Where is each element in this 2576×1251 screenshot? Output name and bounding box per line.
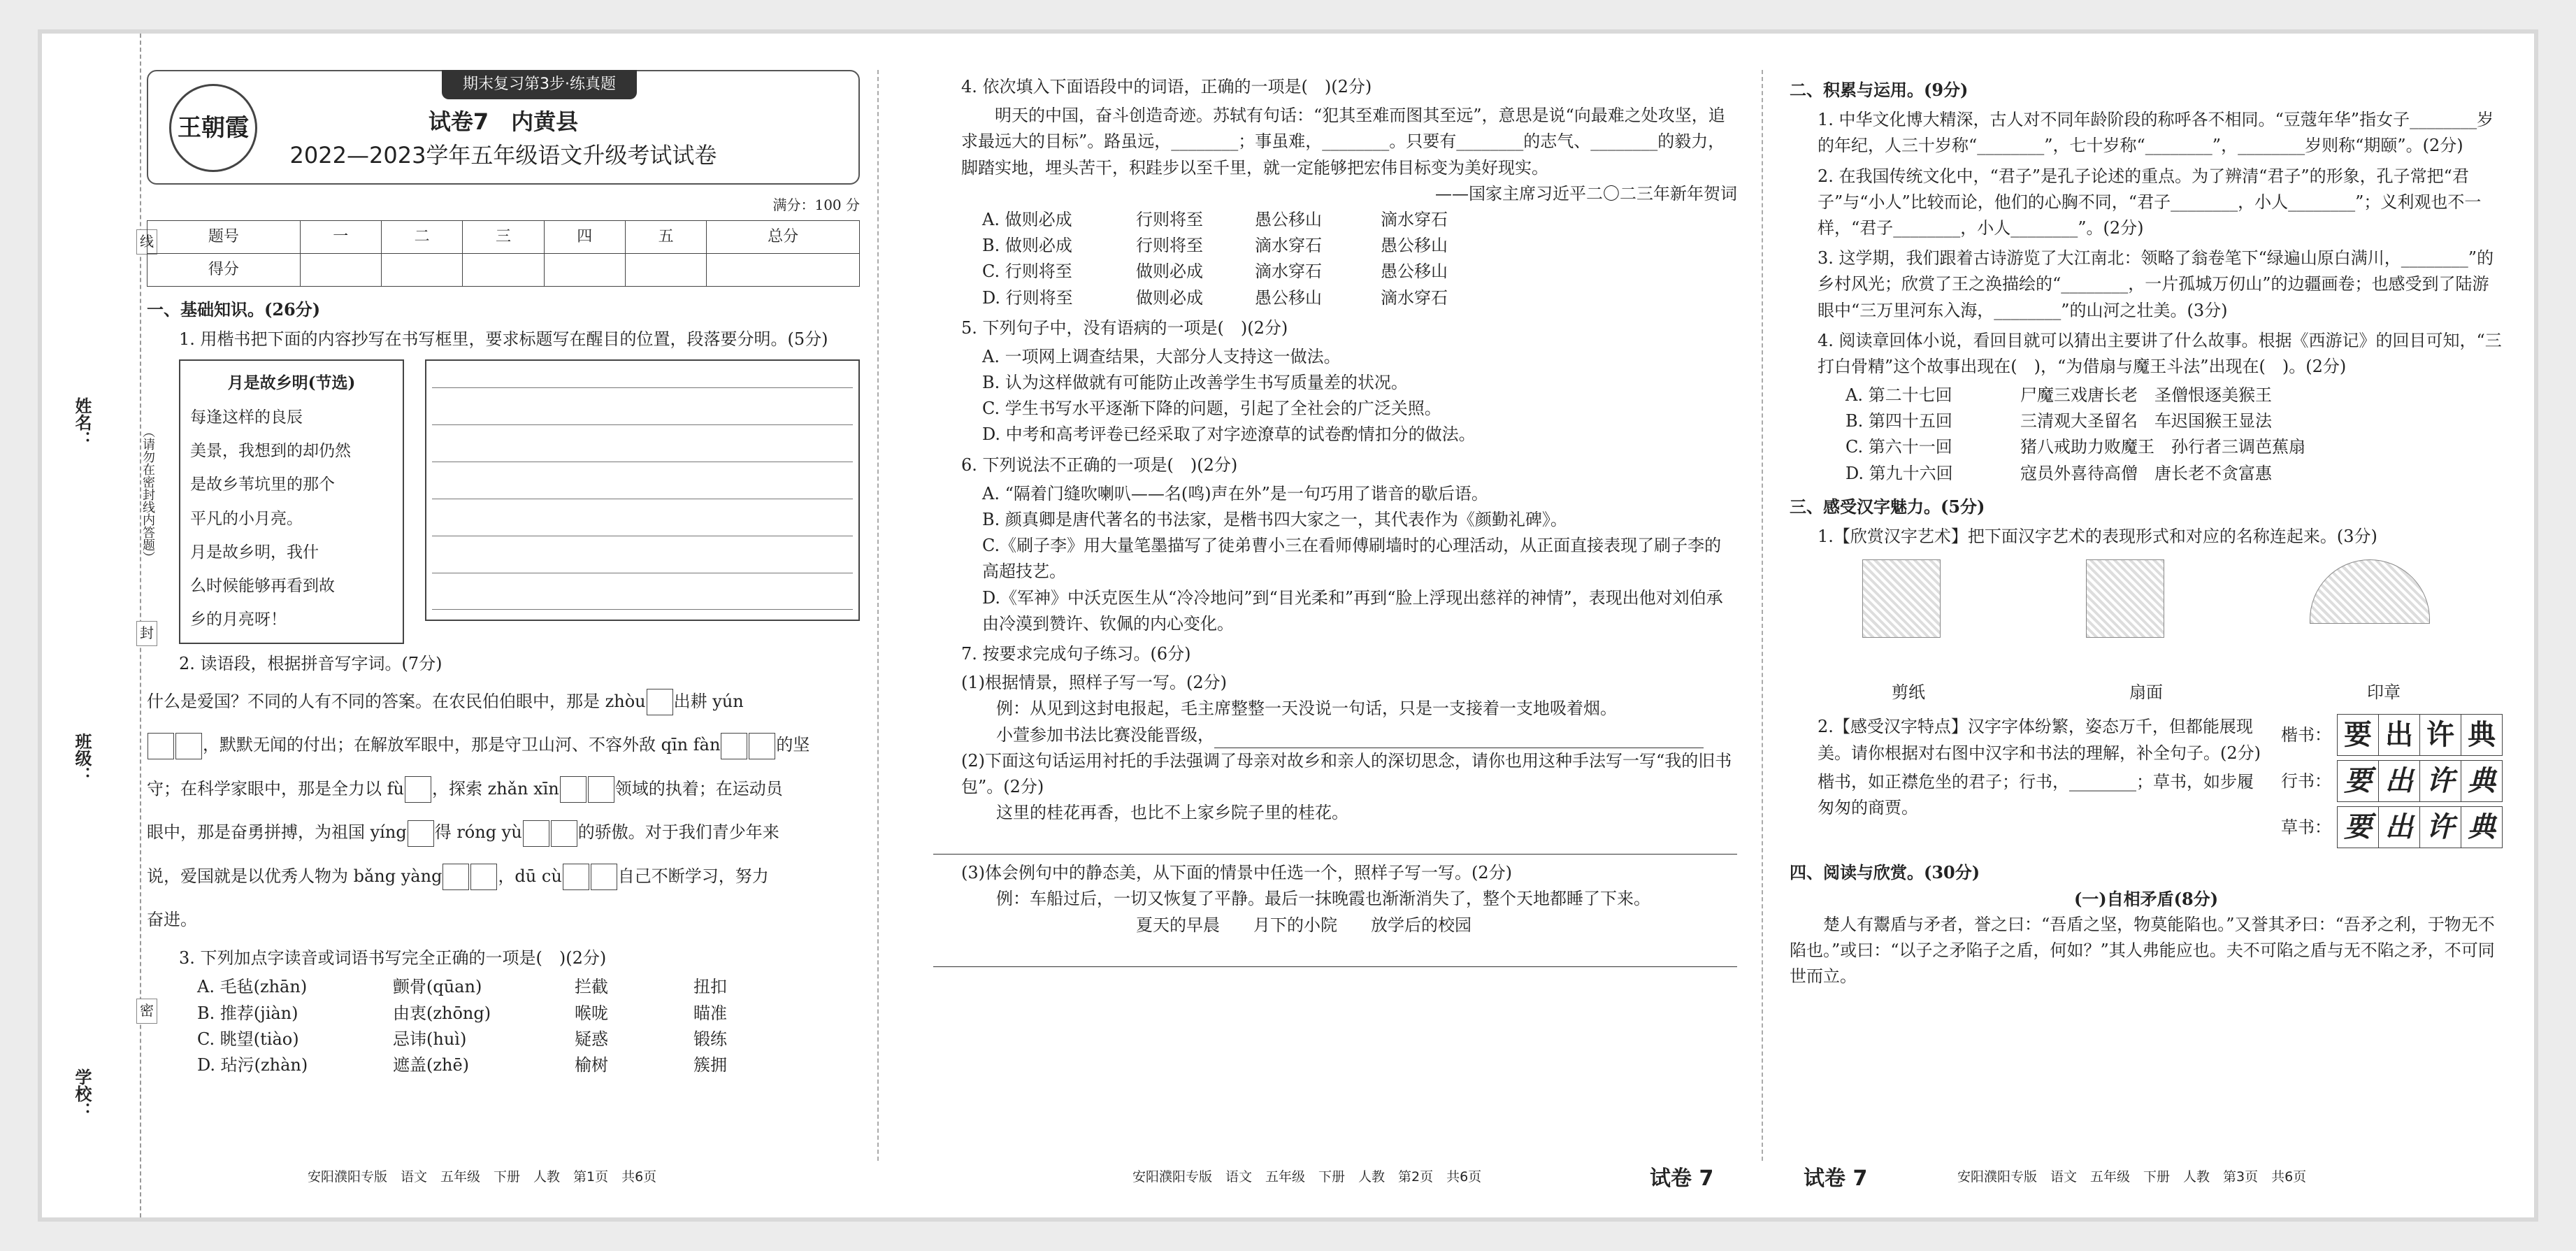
full-score: 满分：100 分 [772,196,860,213]
poem-title: 月是故乡明(节选) [227,373,356,393]
calligraphy-row: 楷书： 要 出 许 典 [2281,714,2503,756]
s3-q2-sentence: 楷书，如正襟危坐的君子；行书，________；草书，如步履匆匆的商贾。 [1818,771,2254,817]
art-name[interactable]: 扇面 [2129,682,2163,703]
option-row[interactable]: A. 第二十七回 尸魔三戏唐长老 圣僧恨逐美猴王 [1845,385,2272,406]
score-head-cell: 五 [625,221,706,254]
score-row-label: 得分 [147,254,301,287]
option-row[interactable]: A. 做则必成 行则将至 愚公移山 滴水穿石 [982,209,1448,229]
q4-passage: 明天的中国，奋斗创造奇迹。苏轼有句话：“犯其至难而图其至远”，意思是说“向最难之处攻坚，追求最远大的目标”。路虽远，________；事虽难，________。只要有________的志气、________的毅力，脚踏实地，埋头苦干，积跬步以至千里，就一定能够把宏伟目标变为美好现实。 [961,106,1725,178]
page-divider [1762,70,1763,1161]
calligraphy-row: 草书： 要 出 许 典 [2281,806,2503,848]
answer-box[interactable] [647,689,673,715]
score-cell[interactable] [707,254,860,287]
answer-box[interactable] [408,820,434,847]
score-head-cell: 题号 [147,221,301,254]
page-divider [877,70,879,1161]
section-heading: 三、感受汉字魅力。(5分) [1790,496,1985,517]
option-row[interactable]: D. 第九十六回 寇员外喜待高僧 唐长老不贪富惠 [1845,463,2272,483]
section-heading: 四、阅读与欣赏。(30分) [1790,862,1980,883]
q7-scenes: 夏天的早晨 月下的小院 放学后的校园 [1136,915,1472,935]
calligraphy-samples [2281,710,2503,852]
seal-line-mark: 封 [136,621,157,646]
seal-note: （请勿在密封线内答题） [141,425,155,564]
section-heading: 二、积累与运用。(9分) [1790,80,1969,100]
option-row[interactable]: B. 做则必成 行则将至 滴水穿石 愚公移山 [982,236,1448,256]
option-row[interactable]: A. “隔着门缝吹喇叭——名(鸣)声在外”是一句巧用了谐音的歇后语。 [982,483,1488,503]
answer-box[interactable] [442,864,469,890]
poem-line: 么时候能够再看到故 [190,577,335,596]
paper-number: 试卷 7 [1804,1166,1868,1191]
s2-question-3: 3. 这学期，我们跟着古诗游览了大江南北：领略了翁卷笔下“绿遍山原白满川，________”的乡村风光；欣赏了王之涣描绘的“________，一片孤城万仞山”的边疆画卷；也感受到了陆游眼中“三万里河东入海，________”的山河之壮美。(3分) [1818,248,2494,320]
option-row[interactable]: D. 行则将至 做则必成 愚公移山 滴水穿石 [982,287,1448,308]
answer-box[interactable] [588,776,614,803]
option-row[interactable]: D. 中考和高考评卷已经采取了对字迹潦草的试卷酌情扣分的做法。 [982,424,1476,445]
score-head-cell: 三 [463,221,544,254]
option-row[interactable]: D.《军神》中沃克医生从“冷冷地问”到“目光柔和”再到“脸上浮现出慈祥的神情”，表现出他对刘伯承由冷漠到赞许、钦佩的内心变化。 [982,587,1723,634]
art-name[interactable]: 剪纸 [1892,682,1925,703]
section-heading: 一、基础知识。(26分) [147,299,321,320]
page-footer: 安阳濮阳专版 语文 五年级 下册 人教 第3页 共6页 [1957,1169,2307,1185]
art-names [1790,680,2503,706]
option-row[interactable]: B. 推荐(jiàn) 由衷(zhōng) 喉咙 瞄准 [197,1003,727,1023]
answer-box[interactable] [551,820,577,847]
answer-box[interactable] [591,864,617,890]
exam-header [147,70,860,185]
option-row[interactable]: A. 毛毡(zhān) 颤骨(qūan) 拦截 扭扣 [197,977,727,997]
question-5: 5. 下列句子中，没有语病的一项是( )(2分) [961,317,1288,338]
exam-subtitle: 2022—2023学年五年级语文升级考试试卷 [289,142,717,169]
score-head-cell: 总分 [707,221,860,254]
answer-box[interactable] [721,733,747,759]
poem-line: 是故乡苇坑里的那个 [190,476,335,494]
header-banner: 期末复习第3步·练真题 [442,70,637,99]
option-row[interactable]: C. 眺望(tiào) 忌讳(huì) 疑惑 锻练 [197,1029,727,1049]
s3-question-1: 1.【欣赏汉字艺术】把下面汉字艺术的表现形式和对应的名称连起来。(3分) [1818,527,2377,546]
q7-task: 小萱参加书法比赛没能晋级， [996,722,1737,748]
answer-box[interactable] [470,864,497,890]
score-cell[interactable] [544,254,625,287]
score-cell[interactable] [300,254,381,287]
question-2: 2. 读语段，根据拼音写字词。(7分) [179,653,442,673]
seal-line-mark: 密 [136,999,157,1024]
score-cell[interactable] [625,254,706,287]
page-1 [147,70,860,1078]
answer-box[interactable] [523,820,549,847]
score-head-cell: 二 [381,221,462,254]
reading-passage: 楚人有鬻盾与矛者，誉之曰：“吾盾之坚，物莫能陷也。”又誉其矛曰：“吾矛之利，于物无不陷也。”或曰：“以子之矛陷子之盾，何如？”其人弗能应也。夫不可陷之盾与无不陷之矛，不可同世而立。 [1790,914,2495,987]
seal-art-image[interactable] [1862,559,1941,638]
score-cell[interactable] [381,254,462,287]
answer-box[interactable] [749,733,775,759]
poem-line: 美景，我想到的却仍然 [190,441,351,460]
poem-box [179,359,404,643]
answer-box[interactable] [563,864,589,890]
option-row[interactable]: D. 玷污(zhàn) 遮盖(zhē) 榆树 簇拥 [197,1055,727,1075]
page-3 [1790,70,2503,989]
q7-example: 例：车船过后，一切又恢复了平静。最后一抹晚霞也渐渐消失了，整个天地都睡了下来。 [996,889,1650,909]
class-label: 班级： [72,733,92,783]
page-footer: 安阳濮阳专版 语文 五年级 下册 人教 第2页 共6页 [1132,1169,1482,1185]
q7-part3: (3)体会例句中的静态美，从下面的情景中任选一个，照样子写一写。(2分) [961,863,1512,883]
brand-logo: 王朝霞 [169,84,257,172]
option-row[interactable]: A. 一项网上调查结果，大部分人支持这一做法。 [982,346,1341,366]
school-label: 学校： [72,1068,92,1119]
answer-line[interactable] [933,826,1737,855]
s2-question-4: 4. 阅读章回体小说，看回目就可以猜出主要讲了什么故事。根据《西游记》的回目可知，“三打白骨精”这个故事出现在( )，“为借扇与魔王斗法”出现在( )。(2分) [1818,330,2502,376]
reading-title: (一)自相矛盾(8分) [2073,888,2219,909]
option-row[interactable]: B. 颜真卿是唐代著名的书法家，是楷书四大家之一，其代表作为《颜勤礼碑》。 [982,510,1567,529]
papercut-art-image[interactable] [2086,559,2164,638]
score-table [147,220,860,287]
poem-line: 月是故乡明，我什 [190,543,319,562]
question-7: 7. 按要求完成句子练习。(6分) [961,643,1191,664]
art-name[interactable]: 印章 [2367,682,2401,703]
question-4: 4. 依次填入下面语段中的词语，正确的一项是( )(2分) [961,77,1372,96]
answer-box[interactable] [147,733,174,759]
poem-line: 平凡的小月亮。 [190,509,303,528]
poem-line: 乡的月亮呀！ [190,610,287,629]
score-head-cell: 一 [300,221,381,254]
exam-title: 试卷7 内黄县 [428,108,579,135]
page-2 [898,70,1737,967]
answer-line[interactable] [933,938,1737,967]
name-label: 姓名： [72,397,92,448]
question-6: 6. 下列说法不正确的一项是( )(2分) [961,455,1238,475]
question-3: 3. 下列加点字读音或词语书写完全正确的一项是( )(2分) [179,948,607,968]
poem-line: 每逢这样的良辰 [190,408,303,427]
option-row[interactable]: C. 行则将至 做则必成 滴水穿石 愚公移山 [982,262,1448,282]
art-images [1790,559,2503,638]
option-row[interactable]: B. 第四十五回 三清观大圣留名 车迟国猴王显法 [1845,411,2272,431]
s2-question-1: 1. 中华文化博大精深，古人对不同年龄阶段的称呼各不相同。“豆蔻年华”指女子________岁的年纪，人三十岁称“________”，七十岁称“________”，________岁则称“期颐”。(2分) [1818,110,2494,156]
seal-line-mark: 线 [136,229,157,255]
copy-area [179,359,860,643]
fan-art-image[interactable] [2310,559,2430,624]
s2-question-2: 2. 在我国传统文化中，“君子”是孔子论述的重点。为了辨清“君子”的形象，孔子常把“君子”与“小人”比较而论，他们的心胸不同，“君子________，小人________”；义利观也不一样，“君子________，小人________”。(2分) [1818,166,2482,238]
q7-part1: (1)根据情景，照样子写一写。(2分) [961,673,1227,693]
s3-question-2: 2.【感受汉字特点】汉字字体纷繁，姿态万千，但都能展现美。请你根据对右图中汉字和书法的理解，补全句子。(2分) [1818,717,2261,763]
option-row[interactable]: B. 认为这样做就有可能防止改善学生书写质量差的状况。 [982,373,1408,393]
pinyin-passage: 什么是爱国？不同的人有不同的答案。在农民伯伯眼中，那是 zhòu 出耕 yún ，默默无闻的付出；在解放军眼中，那是守卫山河、不容外敌 qīn fàn 的坚 守；在科学家眼中，那是全力以 fù ，探索 zhǎn xīn 领域的执着；在运动员 眼中，那是奋勇拼搏，为祖国 yíng 得 róng yù 的骄傲。对于我们青少年来 说，爱国就是以优秀人物为 bǎng yàng ，dū cù 自己不断学习，努力 奋进。 [147,680,860,941]
q7-part2: (2)下面这句话运用衬托的手法强调了母亲对故乡和亲人的深切思念，请你也用这种手法写一写“我的旧书包”。(2分) [961,750,1732,796]
q7-example: 例：从见到这封电报起，毛主席整整一天没说一句话，只是一支接着一支地吸着烟。 [996,699,1617,719]
binding-strip [42,34,155,1217]
option-row[interactable]: C. 学生书写水平逐渐下降的问题，引起了全社会的广泛关照。 [982,399,1441,419]
answer-box[interactable] [560,776,587,803]
page-footer: 安阳濮阳专版 语文 五年级 下册 人教 第1页 共6页 [308,1169,657,1185]
option-row[interactable]: C. 第六十一回 猪八戒助力败魔王 孙行者三调芭蕉扇 [1845,437,2305,457]
answer-box[interactable] [175,733,202,759]
score-head-cell: 四 [544,221,625,254]
answer-box[interactable] [405,776,431,803]
q4-source: ——国家主席习近平二〇二三年新年贺词 [1435,183,1737,203]
question-1: 1. 用楷书把下面的内容抄写在书写框里，要求标题写在醒目的位置，段落要分明。(5分) [179,329,828,350]
score-cell[interactable] [463,254,544,287]
q7-example: 这里的桂花再香，也比不上家乡院子里的桂花。 [996,803,1348,823]
paper-number: 试卷 7 [1650,1166,1714,1191]
calligraphy-row: 行书： 要 出 许 典 [2281,760,2503,802]
writing-grid[interactable] [425,359,860,621]
s3-q2-block [1790,710,2503,852]
option-row[interactable]: C.《刷子李》用大量笔墨描写了徒弟曹小三在看师傅刷墙时的心理活动，从正面直接表现了刷子李的高超技艺。 [982,536,1722,582]
